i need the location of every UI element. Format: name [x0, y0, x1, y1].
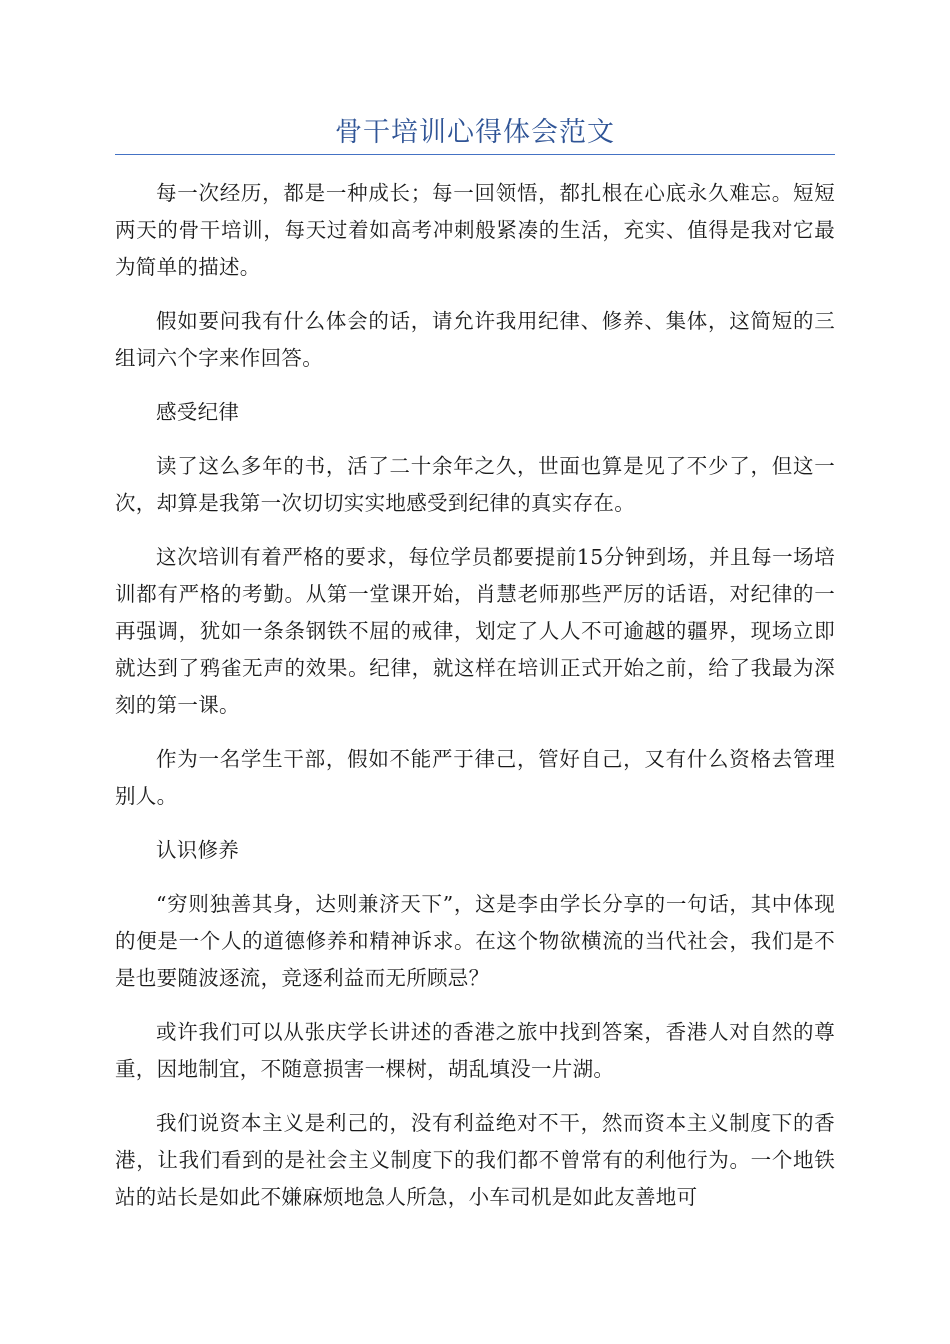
- paragraph: 我们说资本主义是利己的，没有利益绝对不干，然而资本主义制度下的香港，让我们看到的是社会主义制度下的我们都不曾常有的利他行为。一个地铁站的站长是如此不嫌麻烦地急人所急，小车司机是如此友善地可: [115, 1111, 835, 1209]
- paragraph: “穷则独善其身，达则兼济天下”，这是李由学长分享的一句话，其中体现的便是一个人的道德修养和精神诉求。在这个物欲横流的当代社会，我们是不是也要随波逐流，竞逐利益而无所顾忌？: [115, 892, 835, 990]
- paragraph: 这次培训有着严格的要求，每位学员都要提前15分钟到场，并且每一场培训都有严格的考勤。从第一堂课开始，肖慧老师那些严厉的话语，对纪律的一再强调，犹如一条条钢铁不屈的戒律，划定了人人不可逾越的疆界，现场立即就达到了鸦雀无声的效果。纪律，就这样在培训正式开始之前，给了我最为深刻的第一课。: [115, 545, 835, 717]
- document-title: 骨干培训心得体会范文: [335, 117, 615, 148]
- document-body: [115, 175, 835, 1233]
- section-heading: 感受纪律: [156, 400, 240, 424]
- paragraph: 作为一名学生干部，假如不能严于律己，管好自己，又有什么资格去管理别人。: [115, 747, 835, 808]
- paragraph: 每一次经历，都是一种成长；每一回领悟，都扎根在心底永久难忘。短短两天的骨干培训，每天过着如高考冲刺般紧凑的生活，充实、值得是我对它最为简单的描述。: [115, 181, 835, 279]
- paragraph: 假如要问我有什么体会的话，请允许我用纪律、修养、集体，这简短的三组词六个字来作回答。: [115, 309, 835, 370]
- paragraph: 或许我们可以从张庆学长讲述的香港之旅中找到答案，香港人对自然的尊重，因地制宜，不随意损害一棵树，胡乱填没一片湖。: [115, 1020, 835, 1081]
- paragraph: 读了这么多年的书，活了二十余年之久，世面也算是见了不少了，但这一次，却算是我第一次切切实实地感受到纪律的真实存在。: [115, 454, 835, 515]
- title-underline: [115, 154, 835, 155]
- section-heading: 认识修养: [156, 838, 240, 862]
